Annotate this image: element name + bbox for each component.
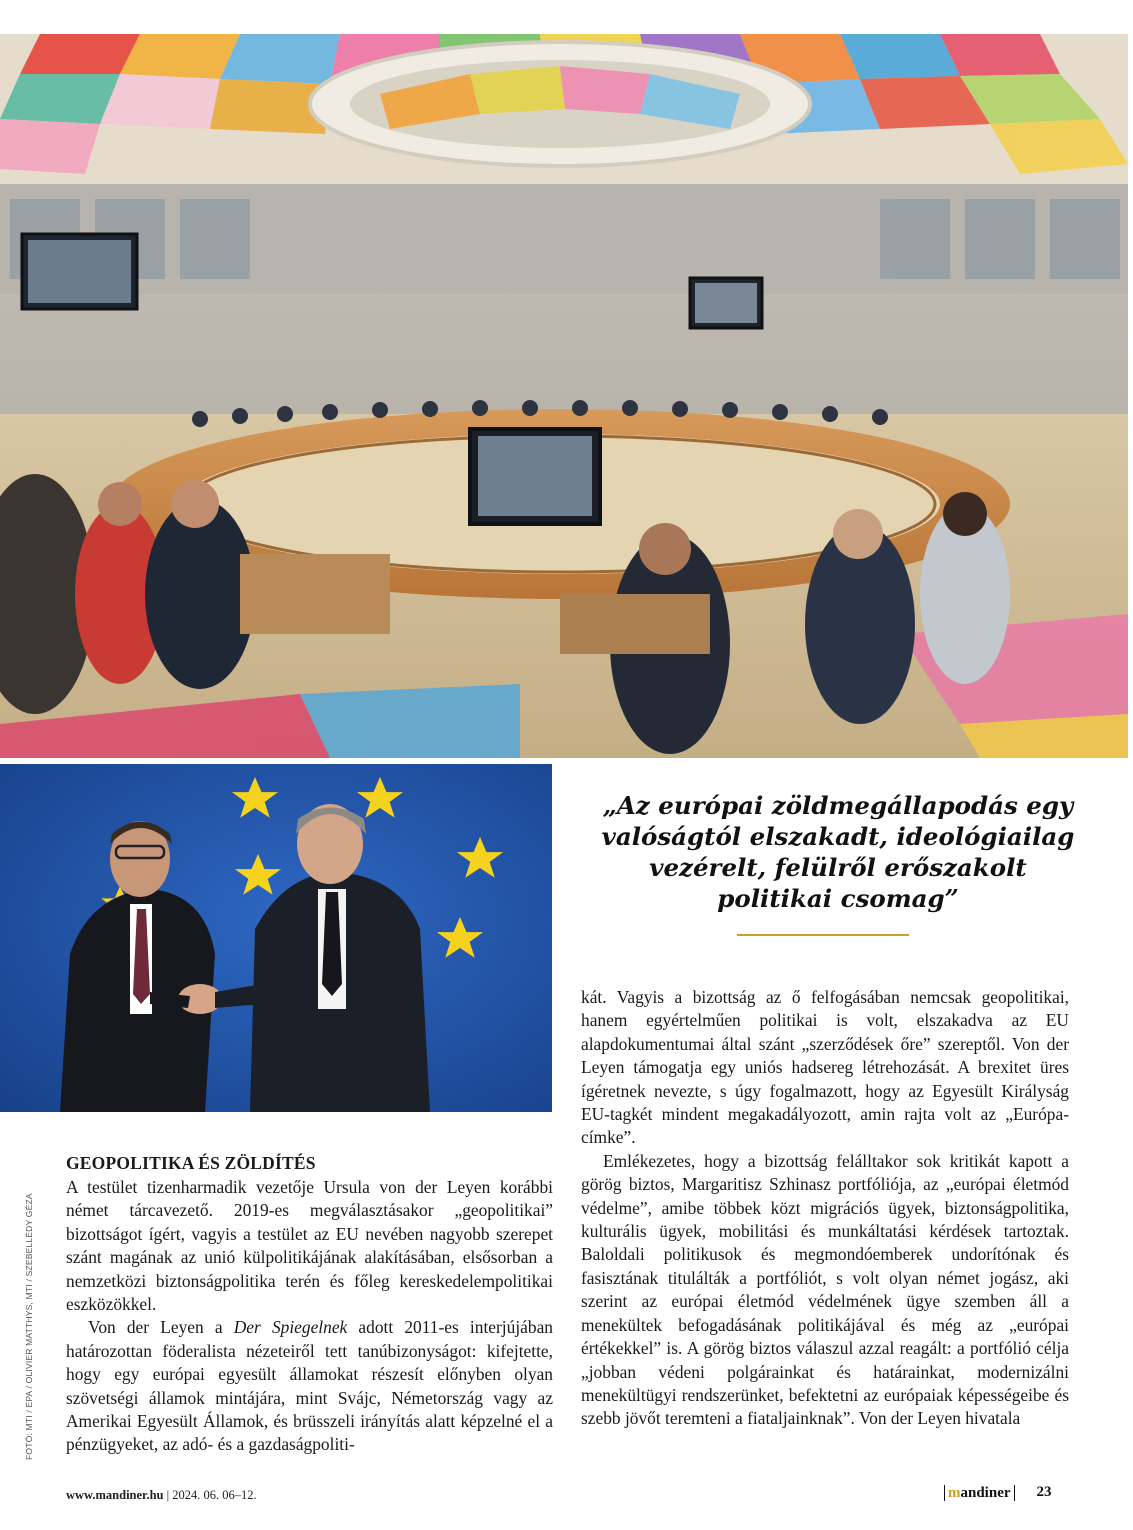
pull-quote: „Az európai zöldmegállapodás egy valóságtól elszakadt, ideológiailag vezérelt, felülről erőszakolt politikai csomag” — [601, 791, 1075, 913]
photo-credit: FOTÓ: MTI / EPA / OLIVIER MATTHYS, MTI / SZEBELLÉDY GÉZA — [24, 1193, 34, 1460]
brand-logo — [944, 1485, 1015, 1501]
council-chamber-photo — [0, 34, 1128, 758]
brand-logo-m: m — [948, 1484, 961, 1501]
paragraph: Emlékezetes, hogy a bizottság felálltakor sok kritikát kapott a görög biztos, Margaritisz Szhinasz portfóliója, az „európai életmód védelme”, amibe többek közt migrációs ügyek, biztonságpolitika, kulturális ügyek, mobilitási és munkáltatási kérdések tartoztak. Baloldali politikusok és megmondóemberek undorítónak és fasisztának titulálták a portfóliót, s volt olyan német jogász, aki szerint az európai életmód védelmének ügye szemben áll a menekültek befogadásának politikájával és még az „európai értékekkel” is. A görög biztos válaszul azzal reagált: a portfólió célja „jobban védeni polgárainkat és határainkat, modernizálni menekültügyi rendszerünket, befektetni az európaiak képességeibe és szebb jövőt teremteni a fiataljainknak”. Von der Leyen hivatala — [581, 1150, 1069, 1429]
footer-date: 2024. 06. 06–12. — [172, 1488, 257, 1502]
publication-name: Der Spiegelnek — [233, 1317, 348, 1338]
pull-quote-rule — [737, 934, 909, 936]
paragraph: kát. Vagyis a bizottság az ő felfogásában nemcsak geopolitikai, hanem egyértelműen politikai is volt, elszakadva az EU alapdokumentumai által szánt „szerződések őre” szereptől. Von der Leyen támogatja egy uniós hadsereg létrehozását. A brexitet üres ígéretnek nevezte, s úgy fogalmazott, hogy az Egyesült Királyság EU-tagkét mindent megakadályozott, amin rajta volt az „Európa-címke”. — [581, 987, 1069, 1148]
footer-url: www.mandiner.hu — [66, 1488, 164, 1502]
paragraph-text: adott 2011-es interjújában határozottan föderalista nézeteiről tett tanúbizonyságot: kifejtette, hogy egy európai egyesült államokat részesít előnyben olyan szövetségi államok mintájára, mint Svájc, Németország vagy az Amerikai Egyesült Államok, és brüsszeli irányítás alatt képzelné el a pénzügyeket, az adó- és a gazdaságpoliti- — [66, 1317, 553, 1455]
article-column-left — [66, 1152, 553, 1457]
article-column-right — [581, 986, 1069, 1431]
footer-info — [66, 1488, 257, 1503]
paragraph — [66, 1316, 553, 1456]
paragraph-text: Von der Leyen a — [88, 1317, 234, 1338]
paragraph: A testület tizenharmadik vezetője Ursula von der Leyen korábbi német tárcavezető. 2019-es megválasztásakor „geopolitikai” bizottságot ígért, vagyis a testület az EU nevében nagyobb szerepet szánt magának az unió külpolitikájának alakításában, elsősorban a nemzetközi biztonságpolitika terén és főleg kereskedelempolitikai eszközökkel. — [66, 1177, 553, 1315]
handshake-photo — [0, 764, 552, 1112]
brand-logo-rest: andiner — [960, 1484, 1011, 1501]
footer-brand-block — [944, 1484, 1052, 1501]
colorful-ceiling — [0, 34, 1128, 184]
footer-separator: | — [166, 1488, 170, 1502]
section-heading: GEOPOLITIKA ÉS ZÖLDÍTÉS — [66, 1153, 316, 1173]
page-number: 23 — [1036, 1484, 1052, 1500]
